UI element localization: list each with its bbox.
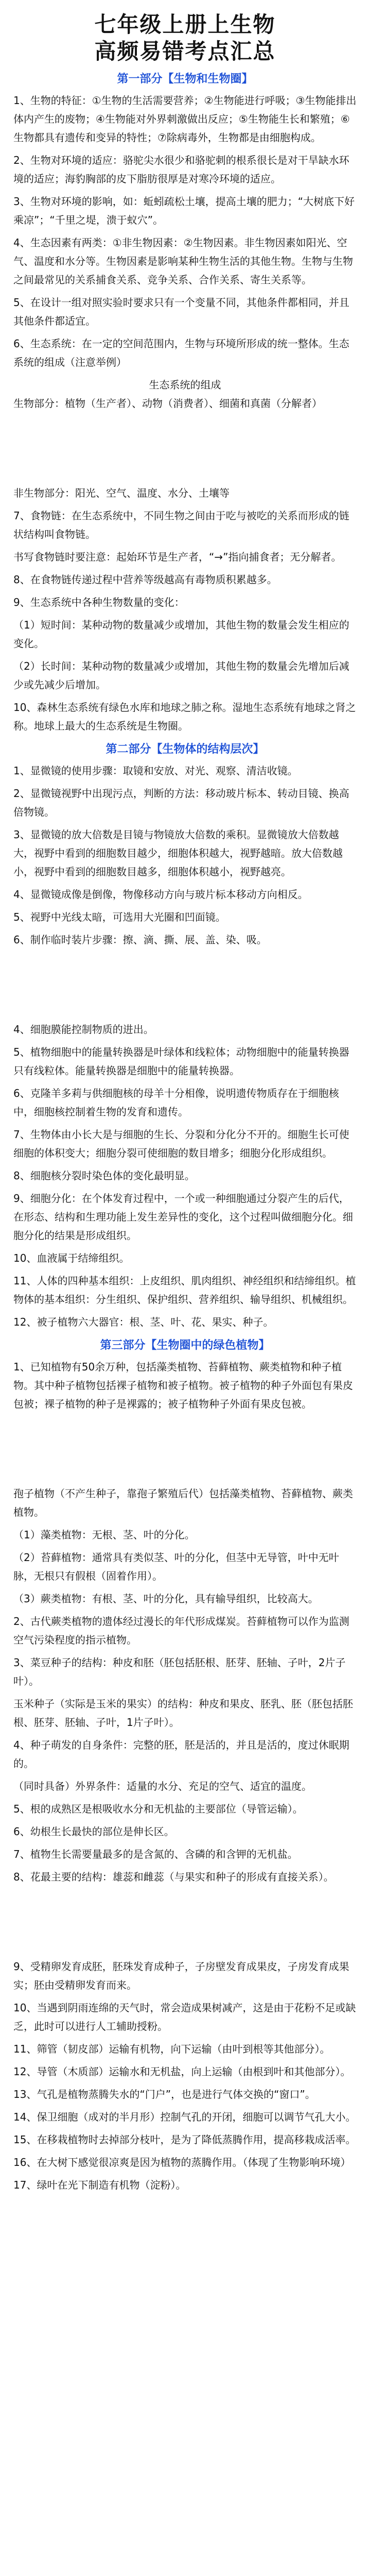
list-item: 5、在设计一组对照实验时要求只有一个变量不同，其他条件都相同，并且其他条件都适宜。: [13, 296, 349, 327]
list-item: 3、显微镜的放大倍数是目镜与物镜放大倍数的乘积。显微镜放大倍数越大，视野中看到的细胞数目越少，细胞体积越大，视野越暗。放大倍数越小，视野中看到的细胞数目越多，细胞体积越小，视野越亮。: [13, 828, 343, 878]
list-item: 1、生物的特征：①生物的生活需要营养；②生物能进行呼吸；③生物能排出体内产生的废物；④生物能对外界刺激做出反应；⑤生物能生长和繁殖；⑥生物都具有遗传和变异的特性；⑦除病毒外，生物都是由细胞构成。: [13, 94, 357, 144]
list-item: 12、导管（木质部）运输水和无机盐，向上运输（由根到叶和其他部分）。: [13, 2065, 351, 2078]
list-item: 8、花最主要的结构：雄蕊和雌蕊（与果实和种子的形成有直接关系）。: [13, 1871, 334, 1883]
list-item: 5、根的成熟区是根吸收水分和无机盐的主要部位（导管运输）。: [13, 1803, 303, 1815]
list-item: 10、血液属于结缔组织。: [13, 1252, 130, 1264]
list-item: 1、已知植物有50余万种，包括藻类植物、苔藓植物、蕨类植物和种子植物。其中种子植物包括裸子植物和被子植物。被子植物的种子外面包有果皮包被；裸子植物的种子是裸露的；被子植物种子外面有果皮包被。: [13, 1361, 353, 1410]
composition-biotic: 生物部分：植物（生产者）、动物（消费者）、细菌和真菌（分解者）: [13, 397, 322, 410]
list-item: 12、被子植物六大器官：根、茎、叶、花、果实、种子。: [13, 1316, 274, 1328]
list-item: 7、植物生长需要量最多的是含氮的、含磷的和含钾的无机盐。: [13, 1848, 298, 1860]
list-item: 10、当遇到阴雨连绵的天气时，常会造成果树减产，这是由于花粉不足或缺乏，此时可以进行人工辅助授粉。: [13, 2002, 356, 2032]
list-item: 1、显微镜的使用步骤：取镜和安放、对光、观察、清洁收镜。: [13, 765, 298, 777]
list-item: 5、视野中光线太暗，可选用大光圈和凹面镜。: [13, 911, 226, 923]
list-item: 书写食物链时要注意：起始环节是生产者，“→”指向捕食者；无分解者。: [13, 551, 342, 563]
list-item: （1）短时间：某种动物的数量减少或增加，其他生物的数量会发生相应的变化。: [13, 619, 349, 650]
composition-title: 生态系统的组成: [149, 379, 221, 391]
list-item: 14、保卫细胞（成对的半月形）控制气孔的开闭，细胞可以调节气孔大小。: [13, 2111, 356, 2123]
list-item: 16、在大树下感觉很凉爽是因为植物的蒸腾作用。（体现了生物影响环境）: [13, 2156, 351, 2168]
list-item: 2、生物对环境的适应：骆驼尖水很少和骆驼刺的根系很长是对干旱缺水环境的适应；海豹胸部的皮下脂肪很厚是对寒冷环境的适应。: [13, 154, 349, 185]
list-item: 6、克隆羊多莉与供细胞核的母羊十分相像，说明遗传物质存在于细胞核中，细胞核控制着生物的发育和遗传。: [13, 1087, 339, 1118]
list-item: 2、古代蕨类植物的遗体经过漫长的年代形成煤炭。苔藓植物可以作为监测空气污染程度的指示植物。: [13, 1615, 349, 1646]
page-title-line1: 七年级上册上生物: [94, 12, 276, 37]
list-item: 4、细胞膜能控制物质的进出。: [13, 1023, 154, 1036]
list-item: 孢子植物（不产生种子，靠孢子繁殖后代）包括藻类植物、苔藓植物、蕨类植物。: [13, 1487, 353, 1518]
list-item: 2、显微镜视野中出现污点，判断的方法：移动玻片标本、转动目镜、换高倍物镜。: [13, 787, 349, 818]
list-item: （3）蕨类植物：有根、茎、叶的分化，具有输导组织，比较高大。: [13, 1592, 319, 1605]
list-item: 4、种子萌发的自身条件：完整的胚，胚是活的，并且是活的，度过休眠期的。: [13, 1739, 349, 1770]
list-item: 15、在移栽植物时去掉部分枝叶，是为了降低蒸腾作用，提高移栽成活率。: [13, 2133, 356, 2146]
list-item: 4、显微镜成像是倒像，物像移动方向与玻片标本移动方向相反。: [13, 888, 308, 901]
list-item: 4、生态因素有两类：①非生物因素：②生物因素。非生物因素如阳光、空气、温度和水分等。生物因素是影响某种生物生活的其他生物。生物与生物之间最常见的关系捕食关系、竞争关系、合作关系、寄生关系等。: [13, 236, 353, 286]
list-item: 7、生物体由小长大是与细胞的生长、分裂和分化分不开的。细胞生长可使细胞的体积变大；细胞分裂可使细胞的数目增多；细胞分化形成组织。: [13, 1128, 349, 1159]
list-item: 3、生物对环境的影响，如：蚯蚓疏松土壤，提高土壤的肥力；“大树底下好乘凉”；“千里之堤，溃于蚁穴”。: [13, 195, 355, 226]
list-item: 9、受精卵发育成胚，胚珠发育成种子，子房壁发育成果皮，子房发育成果实；胚由受精卵发育而来。: [13, 1960, 349, 1991]
list-item: 8、在食物链传递过程中营养等级越高有毒物质积累越多。: [13, 573, 277, 586]
list-item: 6、制作临时装片步骤：擦、滴、撕、展、盖、染、吸。: [13, 934, 267, 946]
list-item: 6、生态系统：在一定的空间范围内，生物与环境所形成的统一整体。生态系统的组成（注意举例）: [13, 337, 349, 368]
list-item: 11、筛管（韧皮部）运输有机物，向下运输（由叶到根等其他部分）。: [13, 2043, 330, 2055]
list-item: 17、绿叶在光下制造有机物（淀粉）。: [13, 2179, 186, 2191]
list-item: 11、人体的四种基本组织：上皮组织、肌肉组织、神经组织和结缔组织。植物体的基本组织：分生组织、保护组织、营养组织、输导组织、机械组织。: [13, 1275, 356, 1306]
list-item: 6、幼根生长最快的部位是伸长区。: [13, 1825, 174, 1838]
list-item: （同时具备）外界条件：适量的水分、充足的空气、适宜的温度。: [13, 1780, 312, 1792]
list-item: 9、细胞分化：在个体发育过程中，一个或一种细胞通过分裂产生的后代，在形态、结构和生理功能上发生差异性的变化，这个过程叫做细胞分化。细胞分化的结果是形成组织。: [13, 1192, 353, 1242]
list-item: 7、食物链：在生态系统中，不同生物之间由于吃与被吃的关系而形成的链状结构叫食物链。: [13, 510, 349, 540]
composition-abiotic: 非生物部分：阳光、空气、温度、水分、土壤等: [13, 487, 230, 499]
list-item: 13、气孔是植物蒸腾失水的“门户”，也是进行气体交换的“窗口”。: [13, 2088, 315, 2100]
section-heading-part1: 第一部分【生物和生物圈】: [117, 73, 253, 86]
list-item: 5、植物细胞中的能量转换器是叶绿体和线粒体；动物细胞中的能量转换器只有线粒体。能量转换器是细胞中的能量转换器。: [13, 1046, 349, 1077]
list-item: （2）长时间：某种动物的数量减少或增加，其他生物的数量会先增加后减少或先减少后增加。: [13, 660, 349, 691]
list-item: 10、森林生态系统有绿色水库和地球之肺之称。湿地生态系统有地球之肾之称。地球上最大的生态系统是生物圈。: [13, 701, 356, 732]
section-heading-part2: 第二部分【生物体的结构层次】: [105, 743, 265, 756]
list-item: 3、菜豆种子的结构：种皮和胚（胚包括胚根、胚芽、胚轴、子叶，2片子叶）。: [13, 1656, 346, 1687]
list-item: （2）苔藓植物：通常具有类似茎、叶的分化，但茎中无导管，叶中无叶脉，无根只有假根（固着作用）。: [13, 1551, 339, 1582]
section-heading-part3: 第三部分【生物圈中的绿色植物】: [100, 1339, 270, 1352]
list-item: 玉米种子（实际是玉米的果实）的结构：种皮和果皮、胚乳、胚（胚包括胚根、胚芽、胚轴、子叶，1片子叶）。: [13, 1698, 353, 1728]
list-item: 9、生态系统中各种生物数量的变化：: [13, 596, 185, 608]
list-item: （1）藻类植物：无根、茎、叶的分化。: [13, 1529, 195, 1541]
list-item: 8、细胞核分裂时染色体的变化最明显。: [13, 1170, 195, 1182]
page-title-line2: 高频易错考点汇总: [94, 39, 276, 64]
